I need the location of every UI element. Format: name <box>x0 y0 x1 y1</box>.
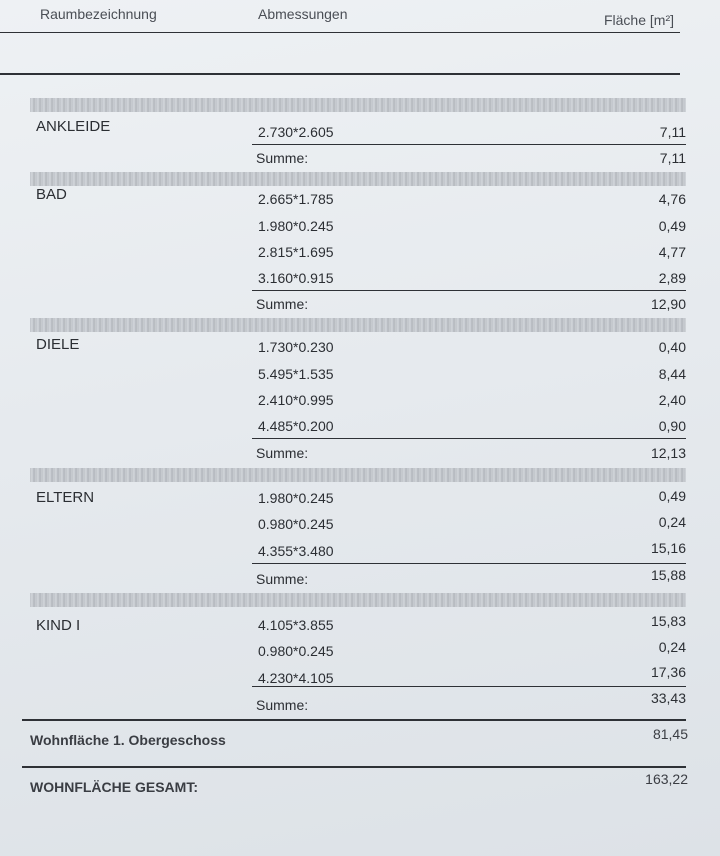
floor-total-value: 81,45 <box>652 726 688 742</box>
area-cell: 0,49 <box>658 488 686 504</box>
sum-rule <box>252 438 686 439</box>
sum-value: 33,43 <box>650 690 686 706</box>
room-separator-band <box>30 318 686 332</box>
area-cell: 0,40 <box>658 339 686 355</box>
floor-total-rule <box>22 719 686 721</box>
header-dimensions-column: Abmessungen <box>258 6 348 22</box>
area-cell: 2,89 <box>658 270 686 286</box>
area-cell: 4,77 <box>658 244 686 260</box>
room-separator-band <box>30 98 686 112</box>
area-cell: 0,49 <box>658 218 686 234</box>
grand-total-value: 163,22 <box>645 771 688 787</box>
sum-value: 7,11 <box>659 150 686 166</box>
area-cell: 0,90 <box>658 418 686 434</box>
dimension-cell: 0.980*0.245 <box>258 516 334 532</box>
room-separator-band <box>30 468 686 482</box>
dimension-cell: 1.980*0.245 <box>258 218 334 234</box>
room-separator-band <box>30 172 686 186</box>
area-cell: 15,16 <box>650 540 686 556</box>
dimension-cell: 4.355*3.480 <box>258 543 334 559</box>
dimension-cell: 2.665*1.785 <box>258 191 334 207</box>
dimension-cell: 4.105*3.855 <box>258 617 334 633</box>
dimension-cell: 5.495*1.535 <box>258 366 334 382</box>
header-rule <box>0 32 680 33</box>
area-cell: 4,76 <box>658 191 686 207</box>
sum-rule <box>252 144 686 145</box>
header-area-column: Fläche [m²] <box>603 12 674 28</box>
dimension-cell: 2.410*0.995 <box>258 392 334 408</box>
room-name: ANKLEIDE <box>36 118 111 135</box>
sum-label: Summe: <box>256 296 309 312</box>
sum-rule <box>252 686 686 687</box>
dimension-cell: 3.160*0.915 <box>258 270 334 286</box>
sum-value: 12,13 <box>650 445 686 461</box>
dimension-cell: 0.980*0.245 <box>258 643 334 659</box>
sum-label: Summe: <box>256 697 309 713</box>
room-name: BAD <box>36 186 67 203</box>
dimension-cell: 2.730*2.605 <box>258 124 334 140</box>
sum-value: 12,90 <box>650 296 686 312</box>
room-separator-band <box>30 593 686 607</box>
grand-total-label: WOHNFLÄCHE GESAMT: <box>30 779 198 795</box>
header-room-column: Raumbezeichnung <box>40 6 157 22</box>
sum-rule <box>252 563 686 564</box>
room-name: ELTERN <box>36 489 95 506</box>
area-cell: 2,40 <box>658 392 686 408</box>
area-cell: 7,11 <box>659 124 686 140</box>
sum-label: Summe: <box>256 571 309 587</box>
dimension-cell: 4.230*4.105 <box>258 670 334 686</box>
dimension-cell: 1.730*0.230 <box>258 339 334 355</box>
grand-total-rule <box>22 766 686 768</box>
area-cell: 15,83 <box>650 613 686 629</box>
room-name: KIND I <box>36 617 81 634</box>
area-cell: 0,24 <box>658 514 686 530</box>
dimension-cell: 2.815*1.695 <box>258 244 334 260</box>
dimension-cell: 4.485*0.200 <box>258 418 334 434</box>
header-rule-thick <box>0 73 680 75</box>
sum-label: Summe: <box>256 445 309 461</box>
area-cell: 17,36 <box>650 664 686 680</box>
area-cell: 8,44 <box>658 366 686 382</box>
area-cell: 0,24 <box>658 639 686 655</box>
dimension-cell: 1.980*0.245 <box>258 490 334 506</box>
sum-label: Summe: <box>256 150 309 166</box>
sum-rule <box>252 290 686 291</box>
floor-total-label: Wohnfläche 1. Obergeschoss <box>30 732 226 748</box>
sum-value: 15,88 <box>650 567 686 583</box>
room-name: DIELE <box>36 336 80 353</box>
